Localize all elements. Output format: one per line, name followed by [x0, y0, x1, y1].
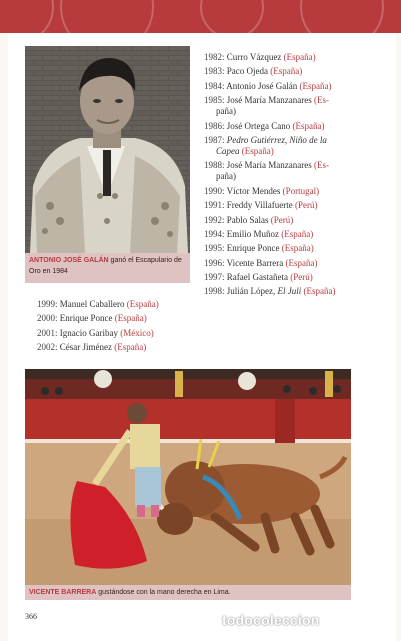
- bullfight-photo-image: [25, 369, 351, 585]
- list-item: 1986: José Ortega Cano (España): [204, 120, 325, 131]
- list-item: 1985: José María Manzanares (Es-: [204, 95, 329, 106]
- winners-list-bottom: [37, 299, 197, 357]
- list-item: paña): [216, 106, 236, 117]
- list-item: 1984: Antonio José Galán (España): [204, 80, 332, 91]
- portrait-photo-image: [25, 46, 190, 253]
- portrait-caption-text: ganó el Escapulario de Oro en 1984: [29, 257, 182, 275]
- list-item: 1983: Paco Ojeda (España): [204, 66, 303, 77]
- list-item: 1995: Enrique Ponce (España): [204, 243, 314, 254]
- list-item: Capea (España): [216, 145, 274, 156]
- list-item: 1999: Manuel Caballero (España): [37, 299, 159, 309]
- list-item: 1996: Vicente Barrera (España): [204, 257, 318, 268]
- portrait-caption-name: ANTONIO JOSÉ GALÁN: [29, 257, 109, 264]
- list-item: 1987: Pedro Gutiérrez, Niño de la: [204, 134, 327, 145]
- bullfight-caption-text: gustándose con la mano derecha en Lima.: [96, 589, 231, 596]
- bullfight-caption-name: VICENTE BARRERA: [29, 589, 97, 596]
- top-decorative-band: [0, 0, 401, 33]
- list-item: 1998: Julián López, El Juli (España): [204, 286, 336, 297]
- portrait-caption: [25, 253, 190, 283]
- list-item: 2001: Ignacio Garibay (México): [37, 327, 154, 338]
- list-item: paña): [216, 171, 236, 182]
- list-item: 1994: Emilio Muñoz (España): [204, 228, 314, 239]
- page-number: 366: [25, 612, 37, 621]
- list-item: 1982: Curro Vázquez (España): [204, 52, 316, 62]
- winners-list-column: [204, 52, 356, 301]
- portrait-photo: [25, 46, 190, 253]
- list-item: 1992: Pablo Salas (Perú): [204, 214, 294, 225]
- site-watermark: todocoleccion: [222, 612, 320, 628]
- winner-name-el-juli: Julián López, El Juli: [226, 286, 302, 297]
- list-item: 1988: José María Manzanares (Es-: [204, 160, 329, 171]
- list-item: 2002: César Jiménez (España): [37, 342, 147, 353]
- list-item: 1997: Rafael Gastañeta (Perú): [204, 272, 313, 283]
- list-item: 1990: Víctor Mendes (Portugal): [204, 185, 320, 196]
- list-item: 1991: Freddy Villafuerte (Perú): [204, 200, 318, 211]
- bullfight-caption: [25, 585, 351, 600]
- list-item: 2000: Enrique Ponce (España): [37, 313, 147, 324]
- bullfight-photo: [25, 369, 351, 585]
